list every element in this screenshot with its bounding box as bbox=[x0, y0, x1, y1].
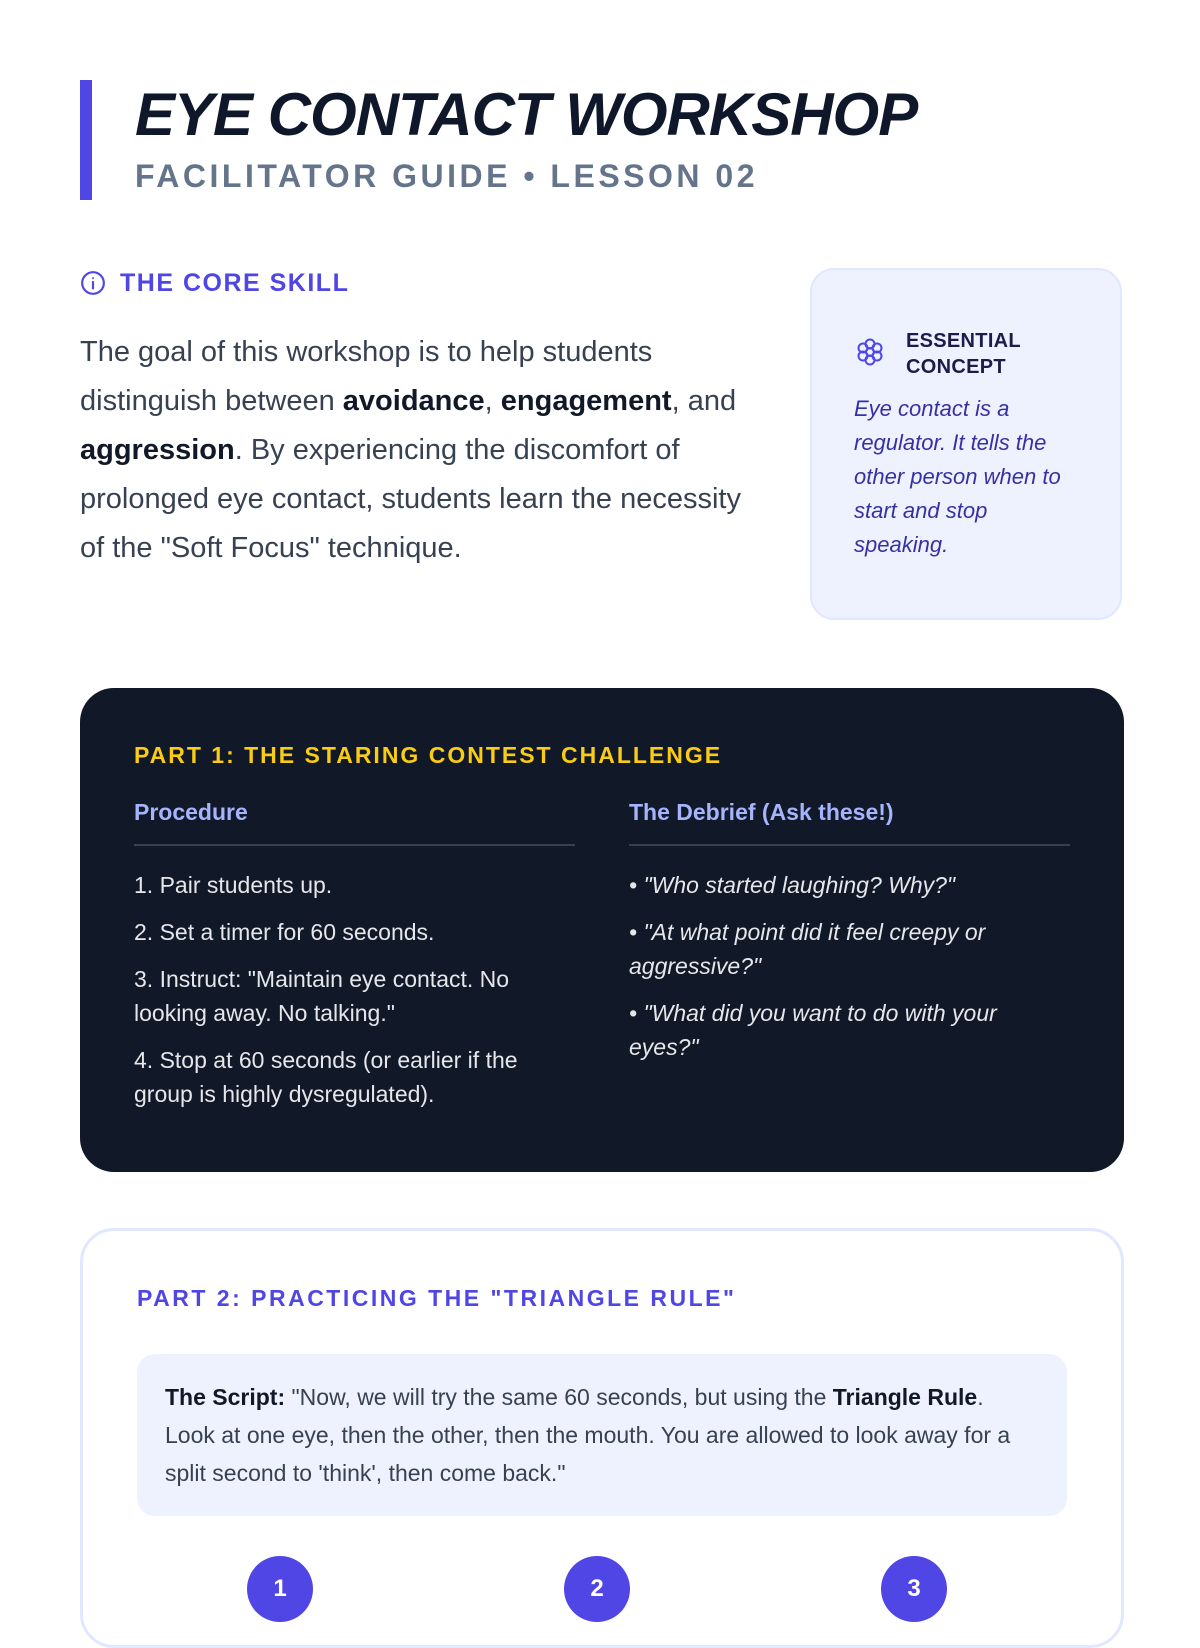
list-item: 2. Set a timer for 60 seconds. bbox=[134, 919, 435, 945]
core-text-part: The goal of this workshop is to help students distinguish between bbox=[80, 336, 653, 417]
concept-header bbox=[854, 328, 1082, 380]
essential-concept-card bbox=[810, 268, 1122, 620]
core-skill-title: THE CORE SKILL bbox=[120, 268, 350, 297]
step-badge-2: 2 bbox=[564, 1556, 630, 1622]
list-item: 3. Instruct: "Maintain eye contact. No looking away. No talking." bbox=[134, 966, 510, 1026]
part2-title: PART 2: PRACTICING THE "TRIANGLE RULE" bbox=[137, 1285, 737, 1311]
concept-label: ESSENTIAL CONCEPT bbox=[906, 330, 1021, 378]
core-skill-section bbox=[80, 268, 760, 573]
core-text-sep: , and bbox=[671, 385, 737, 417]
part1-columns bbox=[134, 799, 1070, 1124]
term-aggression: aggression bbox=[80, 434, 235, 466]
procedure-heading: Procedure bbox=[134, 799, 575, 846]
flower-icon bbox=[854, 336, 886, 368]
step-badge-1: 1 bbox=[247, 1556, 313, 1622]
procedure-column bbox=[134, 799, 575, 1124]
term-avoidance: avoidance bbox=[342, 385, 485, 417]
info-circle-icon bbox=[80, 270, 106, 296]
concept-text: Eye contact is a regulator. It tells the other person when to start and stop speaking. bbox=[854, 396, 1061, 557]
script-box bbox=[137, 1354, 1067, 1516]
header bbox=[80, 80, 1120, 200]
term-engagement: engagement bbox=[500, 385, 672, 417]
step-badge-3: 3 bbox=[881, 1556, 947, 1622]
script-text: . Look at one eye, then the other, then the mouth. You are allowed to look away for a split second to 'think', then come back." bbox=[165, 1384, 1011, 1486]
core-text-part: . By experiencing the discomfort of prolonged eye contact, students learn the necessity of the "Soft Focus" technique. bbox=[80, 434, 741, 564]
part1-title: PART 1: THE STARING CONTEST CHALLENGE bbox=[134, 742, 723, 768]
core-skill-text bbox=[80, 328, 760, 573]
script-label: The Script: bbox=[165, 1384, 286, 1410]
page-title: EYE CONTACT WORKSHOP bbox=[135, 81, 918, 148]
list-item: 4. Stop at 60 seconds (or earlier if the group is highly dysregulated). bbox=[134, 1047, 518, 1107]
script-term: Triangle Rule bbox=[832, 1384, 978, 1410]
list-item: • "Who started laughing? Why?" bbox=[629, 872, 956, 898]
list-item: 1. Pair students up. bbox=[134, 872, 333, 898]
part1-panel bbox=[80, 688, 1124, 1172]
core-text-sep: , bbox=[484, 385, 501, 417]
page-subtitle: FACILITATOR GUIDE • LESSON 02 bbox=[135, 158, 758, 194]
list-item: • "At what point did it feel creepy or aggressive?" bbox=[629, 919, 986, 979]
step-row bbox=[137, 1556, 1067, 1636]
debrief-list bbox=[629, 868, 1070, 1064]
procedure-list bbox=[134, 868, 575, 1111]
script-text: "Now, we will try the same 60 seconds, but using the bbox=[285, 1384, 833, 1410]
debrief-column bbox=[629, 799, 1070, 1124]
core-skill-header bbox=[80, 268, 760, 298]
part2-panel bbox=[80, 1228, 1124, 1648]
debrief-heading: The Debrief (Ask these!) bbox=[629, 799, 1070, 846]
accent-bar bbox=[80, 80, 92, 200]
list-item: • "What did you want to do with your eyes?" bbox=[629, 1000, 997, 1060]
